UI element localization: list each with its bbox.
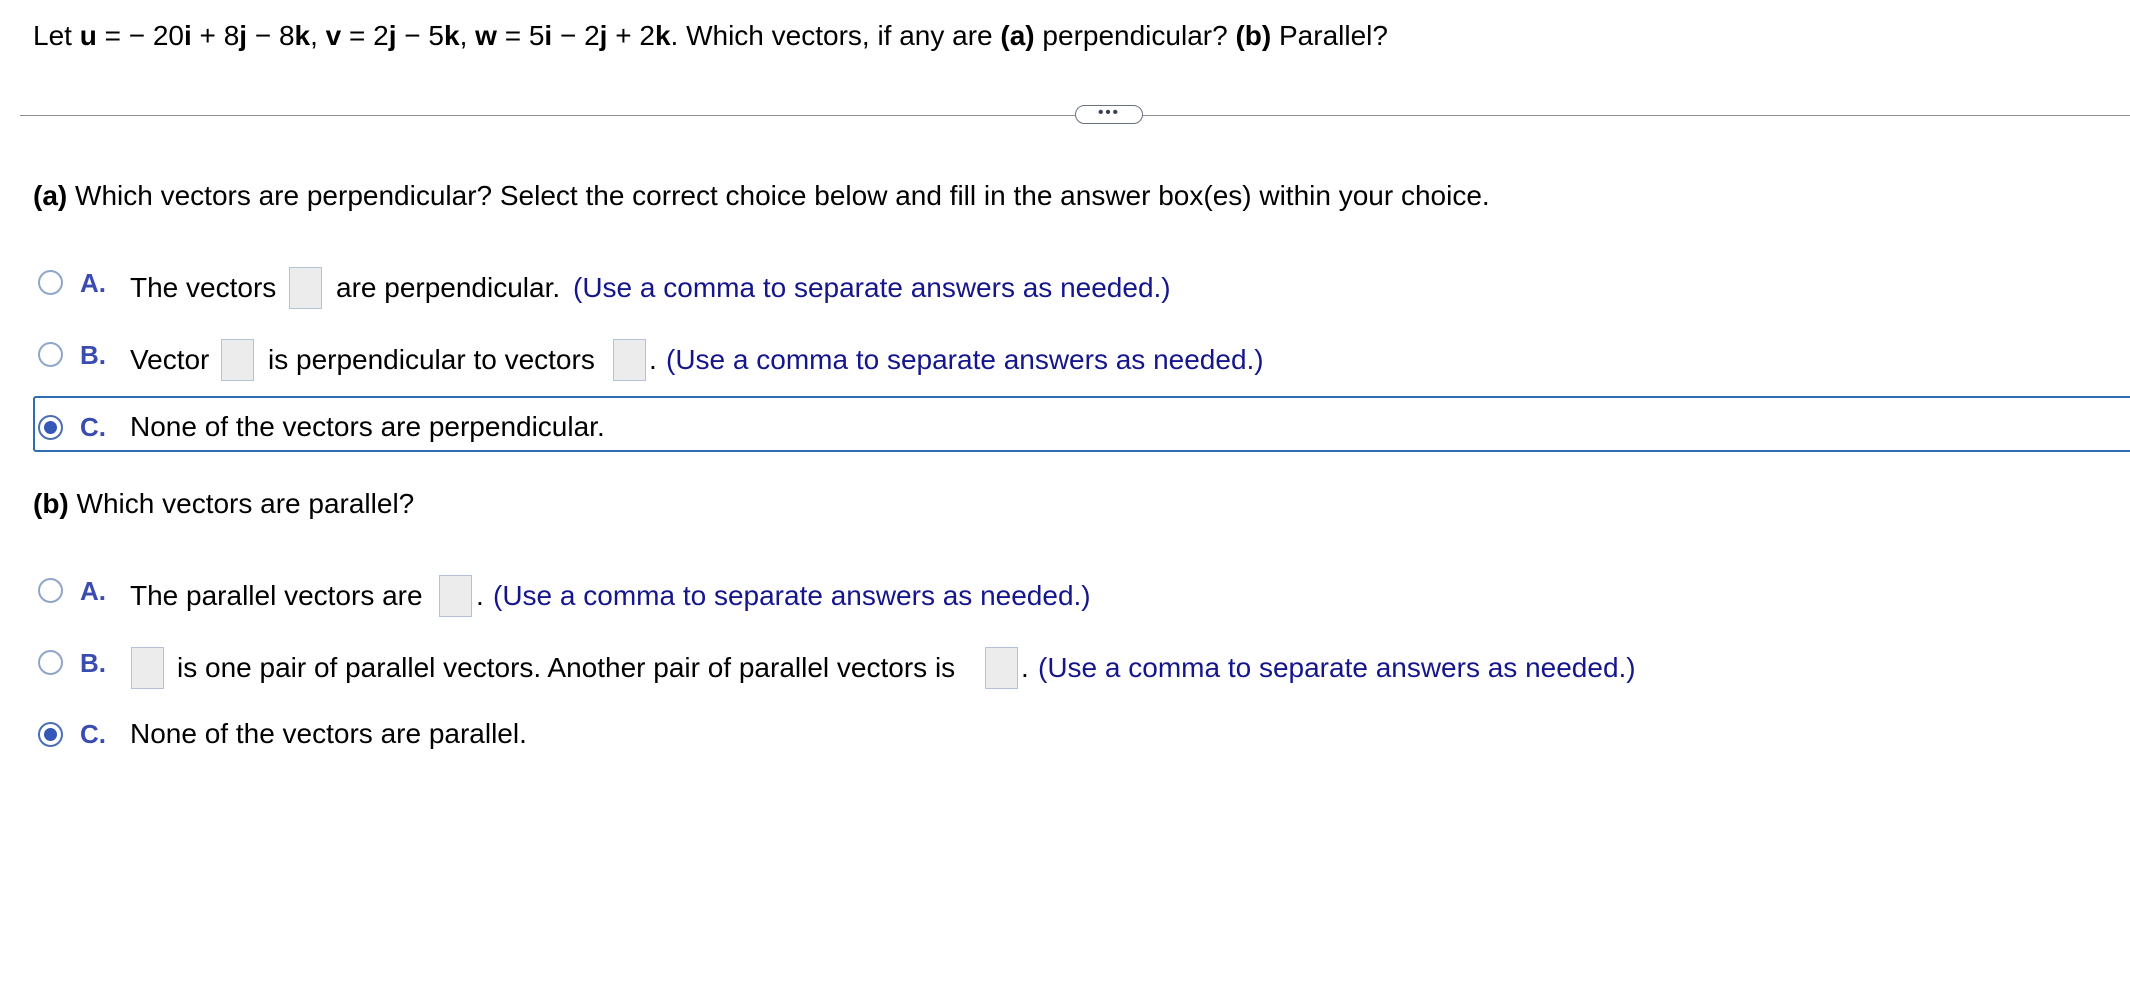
- vector-v-mid: − 5: [396, 20, 444, 51]
- answer-box[interactable]: [613, 339, 646, 381]
- answer-box[interactable]: [221, 339, 254, 381]
- problem-tail: Parallel?: [1271, 20, 1388, 51]
- unit-j: j: [599, 20, 608, 51]
- vector-u-mid2: − 8: [247, 20, 295, 51]
- choice-text: .: [649, 344, 657, 375]
- choice-hint: (Use a comma to separate answers as needed.): [573, 272, 1171, 303]
- part-b-question-text: Which vectors are parallel?: [68, 488, 415, 519]
- part-b-tag: (b): [1235, 20, 1272, 51]
- choice-letter: A.: [80, 268, 106, 298]
- choice-hint: (Use a comma to separate answers as needed.): [1038, 652, 1636, 683]
- choice-text: is perpendicular to vectors: [268, 344, 595, 375]
- unit-k: k: [654, 20, 671, 51]
- unit-j: j: [388, 20, 397, 51]
- radio-button[interactable]: [38, 578, 63, 603]
- vector-u-mid: + 8: [191, 20, 240, 51]
- part-a-tag: (a): [1000, 20, 1035, 51]
- unit-k: k: [444, 20, 460, 51]
- part-a-question: [33, 178, 1490, 214]
- unit-k: k: [294, 20, 311, 51]
- choice-letter: C.: [80, 412, 106, 442]
- part-b-question: [33, 486, 414, 522]
- vector-u-expr: = − 20: [96, 20, 184, 51]
- radio-button-selected[interactable]: [38, 415, 63, 440]
- answer-box[interactable]: [289, 267, 322, 309]
- vector-v-expr: = 2: [341, 20, 389, 51]
- choice-text: The parallel vectors are: [130, 580, 423, 611]
- problem-statement: [33, 18, 1388, 54]
- choice-text: is one pair of parallel vectors. Another pair of parallel vectors is: [177, 652, 956, 683]
- choice-text: .: [1021, 652, 1029, 683]
- choice-letter: A.: [80, 576, 106, 606]
- choice-hint: (Use a comma to separate answers as needed.): [493, 580, 1091, 611]
- choice-text: None of the vectors are parallel.: [130, 718, 527, 749]
- answer-box[interactable]: [131, 647, 164, 689]
- expand-more-button[interactable]: •••: [1075, 105, 1143, 124]
- choice-text: None of the vectors are perpendicular.: [130, 411, 605, 442]
- unit-j: j: [239, 20, 248, 51]
- vector-v-label: v: [325, 20, 342, 51]
- problem-tail: . Which vectors, if any are: [670, 20, 1001, 51]
- separator: ,: [459, 20, 476, 51]
- answer-box[interactable]: [985, 647, 1018, 689]
- choice-text: The vectors: [130, 272, 277, 303]
- vector-w-expr: = 5: [496, 20, 545, 51]
- answer-box[interactable]: [439, 575, 472, 617]
- unit-i: i: [184, 20, 192, 51]
- choice-text: .: [476, 580, 484, 611]
- vector-w-mid2: + 2: [607, 20, 655, 51]
- problem-prefix: Let: [33, 20, 80, 51]
- part-a-question-text: Which vectors are perpendicular? Select the correct choice below and fill in the answer box(es) within your choice.: [67, 180, 1490, 211]
- choice-letter: B.: [80, 648, 106, 678]
- part-a-tag: (a): [33, 180, 68, 211]
- part-b-tag: (b): [33, 488, 69, 519]
- vector-w-label: w: [475, 20, 497, 51]
- unit-i: i: [544, 20, 553, 51]
- choice-text: Vector: [130, 344, 210, 375]
- choice-text: are perpendicular.: [336, 272, 561, 303]
- radio-button-selected[interactable]: [38, 722, 63, 747]
- choice-hint: (Use a comma to separate answers as needed.): [666, 344, 1264, 375]
- separator: ,: [310, 20, 326, 51]
- choice-letter: B.: [80, 340, 106, 370]
- radio-button[interactable]: [38, 270, 63, 295]
- radio-button[interactable]: [38, 650, 63, 675]
- problem-tail: perpendicular?: [1034, 20, 1236, 51]
- radio-button[interactable]: [38, 342, 63, 367]
- vector-w-mid: − 2: [552, 20, 600, 51]
- vector-u-label: u: [79, 20, 97, 51]
- choice-letter: C.: [80, 719, 106, 749]
